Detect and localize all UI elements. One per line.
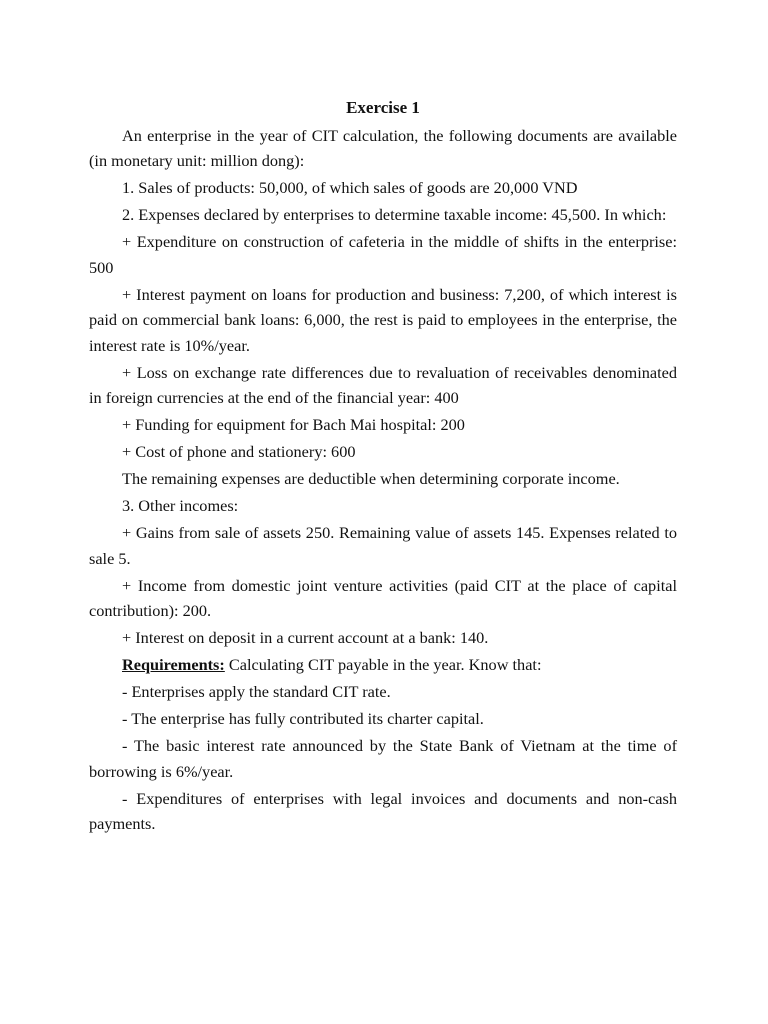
item-deposit-interest: + Interest on deposit in a current account at a bank: 140. [122,628,489,647]
document-page [89,95,677,838]
requirements-paragraph [89,652,677,678]
item-phone-stationery: + Cost of phone and stationery: 600 [122,442,356,461]
requirements-text: Calculating CIT payable in the year. Know that: [224,655,542,674]
item-other-incomes: 3. Other incomes: [122,496,239,515]
item-hospital-funding: + Funding for equipment for Bach Mai hospital: 200 [122,415,465,434]
exercise-title: Exercise 1 [346,98,420,117]
note-charter-capital: - The enterprise has fully contributed its charter capital. [122,709,484,728]
item-expenses: 2. Expenses declared by enterprises to determine taxable income: 45,500. In which: [122,205,667,224]
item-sales: 1. Sales of products: 50,000, of which sales of goods are 20,000 VND [122,178,578,197]
intro-paragraph: An enterprise in the year of CIT calculation, the following documents are available (in monetary unit: million dong): [89,125,677,170]
note-legal-invoices: - Expenditures of enterprises with legal invoices and documents and non-cash payments. [89,788,677,833]
item-cafeteria: + Expenditure on construction of cafeteria in the middle of shifts in the enterprise: 500 [89,232,677,277]
item-joint-venture: + Income from domestic joint venture activities (paid CIT at the place of capital contribution): 200. [89,575,677,620]
item-asset-sale: + Gains from sale of assets 250. Remaining value of assets 145. Expenses related to sale 5. [89,523,677,568]
requirements-label: Requirements: [122,655,225,674]
note-basic-interest-rate: - The basic interest rate announced by the State Bank of Vietnam at the time of borrowing is 6%/year. [89,736,677,781]
item-exchange-loss: + Loss on exchange rate differences due to revaluation of receivables denominated in foreign currencies at the end of the financial year: 400 [89,362,677,407]
item-remaining-expenses: The remaining expenses are deductible when determining corporate income. [122,469,620,488]
note-cit-rate: - Enterprises apply the standard CIT rate. [122,682,391,701]
item-interest-payment: + Interest payment on loans for production and business: 7,200, of which interest is paid on commercial bank loans: 6,000, the rest is paid to employees in the enterprise, the interest rate is 10%/year. [89,284,677,355]
